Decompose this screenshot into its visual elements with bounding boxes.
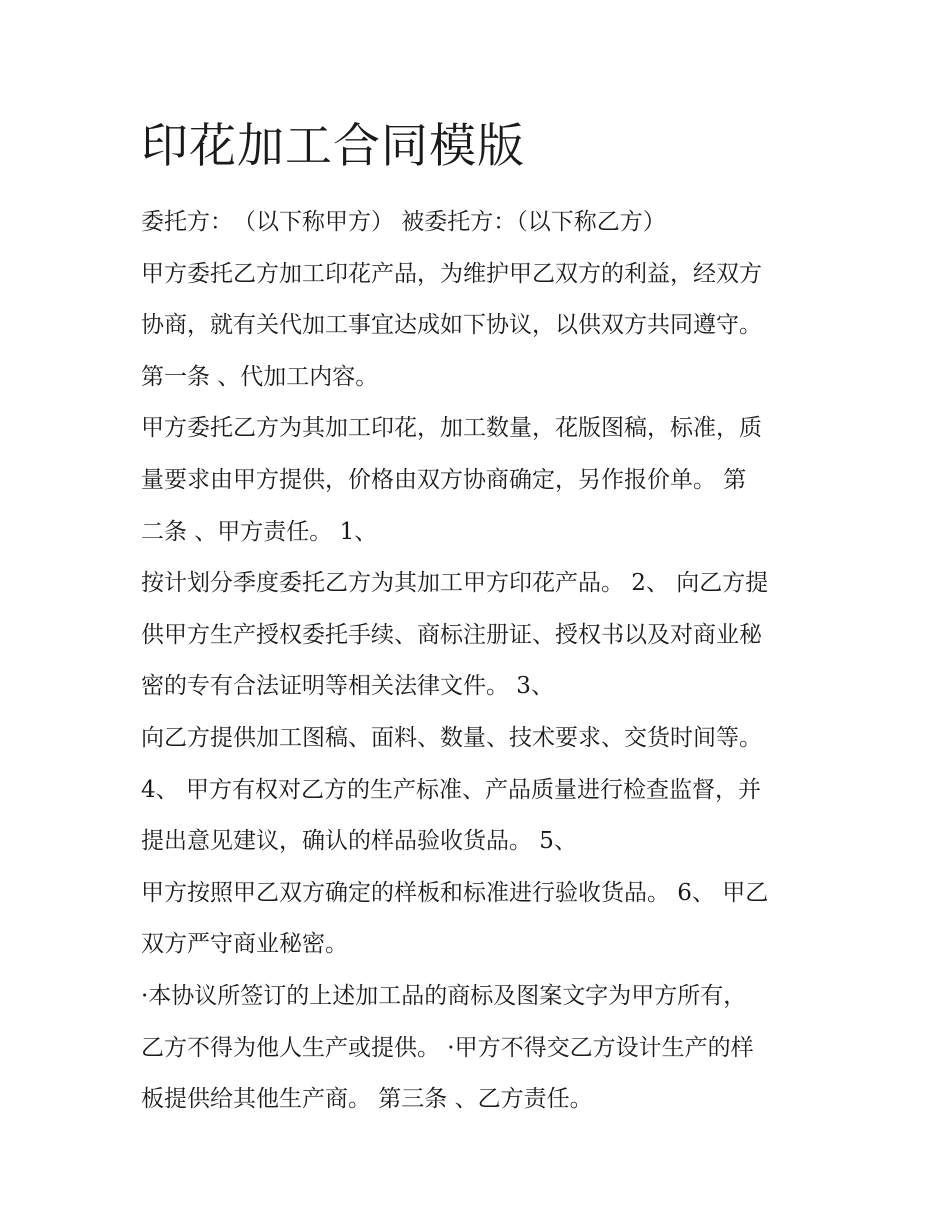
document-title: 印花加工合同模版 [141,119,525,174]
paragraph-line: 板提供给其他生产商。 第三条 、乙方责任。 [141,1086,593,1113]
paragraph-line: 按计划分季度委托乙方为其加工甲方印花产品。 2、 向乙方提 [141,570,769,597]
paragraph-line: 提出意见建议，确认的样品验收货品。 5、 [141,828,577,855]
paragraph-line: 向乙方提供加工图稿、面料、数量、技术要求、交货时间等。 [141,724,762,751]
paragraph-line: 甲方按照甲乙双方确定的样板和标准进行验收货品。 6、 甲乙 [141,879,769,906]
document-body [141,200,841,1129]
paragraph-line: 双方严守商业秘密。 [141,931,348,958]
paragraph-line: 供甲方生产授权委托手续、商标注册证、授权书以及对商业秘 [141,621,762,648]
paragraph-line: 二条 、甲方责任。 1、 [141,518,378,545]
paragraph-line: ·本协议所签订的上述加工品的商标及图案文字为甲方所有， [141,982,747,1009]
paragraph-line: 量要求由甲方提供，价格由双方协商确定，另作报价单。 第 [141,466,747,493]
paragraph-line: 密的专有合法证明等相关法律文件。 3、 [141,673,554,700]
paragraph-line: 委托方： （以下称甲方） 被委托方：（以下称乙方） [141,209,666,235]
paragraph-line: 协商，就有关代加工事宜达成如下协议，以供双方共同遵守。 [141,312,762,339]
paragraph-line: 甲方委托乙方加工印花产品，为维护甲乙双方的利益，经双方 [141,260,762,287]
section-heading-line: 第一条 、代加工内容。 [141,363,379,390]
paragraph-line: 乙方不得为他人生产或提供。 ·甲方不得交乙方设计生产的样 [141,1034,754,1061]
paragraph-line: 甲方委托乙方为其加工印花，加工数量，花版图稿，标准，质 [141,415,762,442]
paragraph-line: 4、 甲方有权对乙方的生产标准、产品质量进行检查监督，并 [141,776,761,803]
